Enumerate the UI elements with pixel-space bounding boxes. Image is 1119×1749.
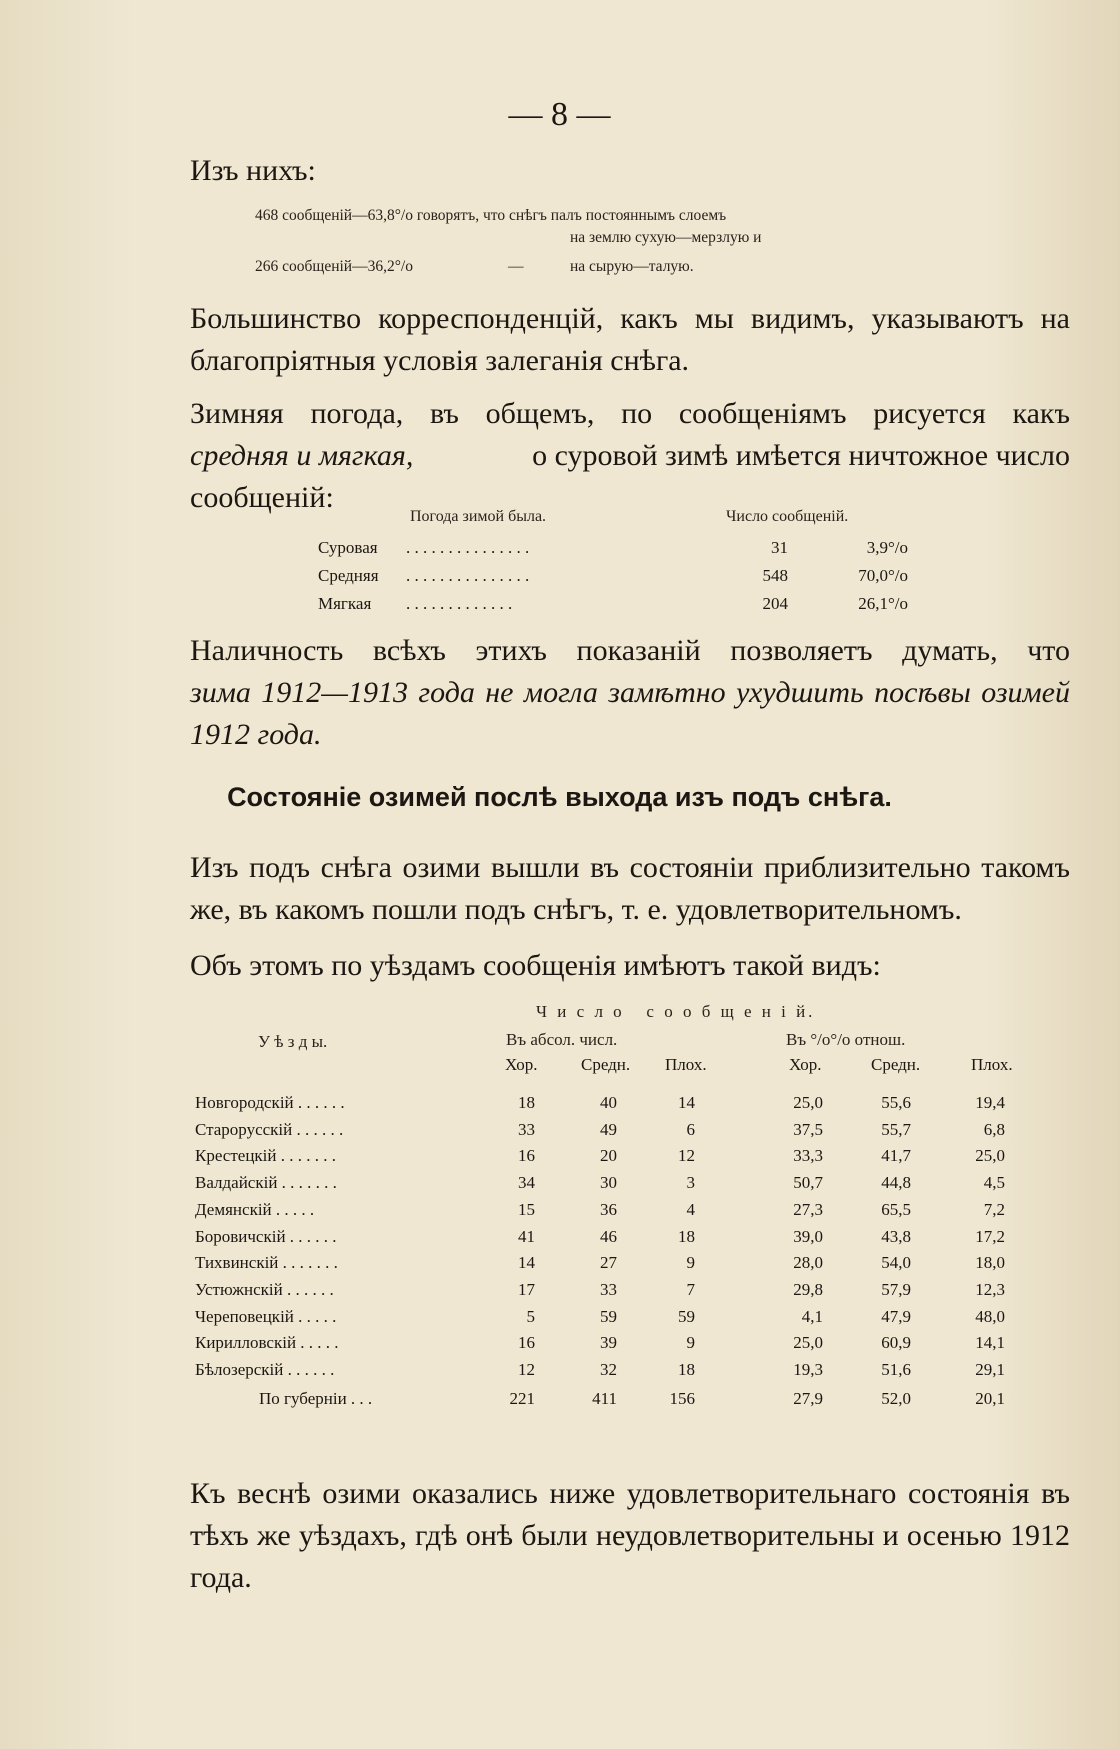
county-value: 5: [526, 1307, 535, 1326]
county-value: 50,7: [793, 1173, 823, 1192]
county-value: 156: [669, 1389, 695, 1408]
weather-dots: . . . . . . . . . . . . .: [406, 594, 513, 613]
weather-count: 204: [762, 594, 788, 613]
county-name: Демянскій . . . . .: [195, 1200, 315, 1219]
weather-row: [318, 538, 918, 566]
county-value: 39,0: [793, 1227, 823, 1246]
paragraph-2-line-1: Зимняя погода, въ общемъ, по сообщеніямъ рисуется какъ: [190, 397, 1070, 430]
county-value: 15: [518, 1200, 535, 1219]
county-table-row: [195, 1307, 1025, 1333]
county-value: 6: [686, 1120, 695, 1139]
col-head: Хор.: [505, 1055, 538, 1074]
county-value: 33: [600, 1280, 617, 1299]
paragraph-3-line-2: зима 1912—1913 года не могла замѣтно ухудшить посѣвы озимей: [190, 676, 1070, 709]
weather-pct: 26,1°/о: [858, 594, 908, 613]
weather-label: Средняя: [318, 566, 379, 585]
weather-pct: 70,0°/о: [858, 566, 908, 585]
county-value: 34: [518, 1173, 535, 1192]
county-value: 27,9: [793, 1389, 823, 1408]
paragraph-3-line-3: 1912 года.: [190, 718, 322, 751]
report-line-2-dash: —: [508, 258, 524, 275]
col-head: Хор.: [789, 1055, 822, 1074]
county-table-row: [195, 1120, 1025, 1146]
county-table-header-uezdy: У ѣ з д ы.: [258, 1032, 328, 1051]
report-line-2: 266 сообщеній—36,2°/о: [255, 258, 413, 275]
county-value: 40: [600, 1093, 617, 1112]
county-value: 14: [678, 1093, 695, 1112]
county-value: 39: [600, 1333, 617, 1352]
county-table-row: [195, 1093, 1025, 1119]
county-value: 48,0: [975, 1307, 1005, 1326]
county-value: 60,9: [881, 1333, 911, 1352]
county-value: 54,0: [881, 1253, 911, 1272]
county-value: 25,0: [975, 1146, 1005, 1165]
county-value: 49: [600, 1120, 617, 1139]
county-name: Крестецкій . . . . . . .: [195, 1146, 337, 1165]
weather-header-right: Число сообщеній.: [726, 508, 849, 525]
paragraph-2-italic: средняя и мягкая,: [190, 439, 414, 472]
county-value: 29,1: [975, 1360, 1005, 1379]
county-value: 411: [592, 1389, 617, 1408]
paragraph-1: Большинство корреспонденцій, какъ мы видимъ, указываютъ на благопріятныя условія залеганія снѣга.: [190, 302, 1070, 377]
county-value: 33,3: [793, 1146, 823, 1165]
county-value: 30: [600, 1173, 617, 1192]
county-table-row: [195, 1200, 1025, 1226]
county-value: 33: [518, 1120, 535, 1139]
county-table-row: [195, 1280, 1025, 1306]
weather-header-left: Погода зимой была.: [410, 508, 547, 525]
report-line-2-rest: на сырую—талую.: [570, 258, 694, 275]
county-value: 3: [686, 1173, 695, 1192]
county-table-row: [195, 1333, 1025, 1359]
county-table-row: [195, 1360, 1025, 1386]
county-value: 19,3: [793, 1360, 823, 1379]
county-value: 41,7: [881, 1146, 911, 1165]
county-value: 55,6: [881, 1093, 911, 1112]
total-label: По губерніи . . .: [259, 1389, 373, 1408]
county-name: Старорусскій . . . . . .: [195, 1120, 344, 1139]
col-head: Плох.: [971, 1055, 1013, 1074]
county-value: 18: [518, 1093, 535, 1112]
county-value: 28,0: [793, 1253, 823, 1272]
paragraph-2-line-3: сообщеній:: [190, 481, 334, 514]
county-value: 32: [600, 1360, 617, 1379]
county-table-header-top: Ч и с л о с о о б щ е н і й.: [536, 1002, 816, 1021]
weather-label: Суровая: [318, 538, 378, 557]
intro-text: Изъ нихъ:: [190, 154, 316, 187]
weather-dots: . . . . . . . . . . . . . . .: [406, 538, 530, 557]
weather-pct: 3,9°/о: [866, 538, 908, 557]
county-value: 27,3: [793, 1200, 823, 1219]
report-line-1: 468 сообщеній—63,8°/о говорятъ, что снѣгъ палъ постояннымъ слоемъ: [255, 207, 727, 224]
weather-dots: . . . . . . . . . . . . . . .: [406, 566, 530, 585]
county-value: 29,8: [793, 1280, 823, 1299]
county-value: 4,5: [983, 1173, 1005, 1192]
county-value: 18: [678, 1227, 695, 1246]
county-name: Устюжнскій . . . . . .: [195, 1280, 334, 1299]
paragraph-6: Къ веснѣ озими оказались ниже удовлетворительнаго состоянія въ тѣхъ же уѣздахъ, гдѣ онѣ были неудовлетворительны и осенью 1912 года.: [190, 1477, 1070, 1594]
county-value: 17: [518, 1280, 535, 1299]
county-name: Череповецкій . . . . .: [195, 1307, 337, 1326]
col-head: Плох.: [665, 1055, 707, 1074]
county-value: 16: [518, 1333, 535, 1352]
weather-count: 548: [762, 566, 788, 585]
county-value: 18,0: [975, 1253, 1005, 1272]
county-value: 18: [678, 1360, 695, 1379]
county-value: 20: [600, 1146, 617, 1165]
county-table-col-heads: [195, 1055, 1025, 1081]
county-value: 6,8: [983, 1120, 1005, 1139]
county-value: 4: [686, 1200, 695, 1219]
county-value: 4,1: [801, 1307, 823, 1326]
county-value: 47,9: [881, 1307, 911, 1326]
county-table-header-abs: Въ абсол. числ.: [506, 1030, 618, 1049]
paragraph-5: Объ этомъ по уѣздамъ сообщенія имѣютъ такой видъ:: [190, 949, 881, 982]
weather-count: 31: [771, 538, 788, 557]
county-value: 59: [678, 1307, 695, 1326]
county-name: Новгородскій . . . . . .: [195, 1093, 345, 1112]
county-value: 17,2: [975, 1227, 1005, 1246]
county-value: 65,5: [881, 1200, 911, 1219]
county-name: Тихвинскій . . . . . . .: [195, 1253, 338, 1272]
county-table-row: [195, 1173, 1025, 1199]
county-value: 46: [600, 1227, 617, 1246]
county-value: 221: [509, 1389, 535, 1408]
county-table-row: [195, 1227, 1025, 1253]
county-value: 12,3: [975, 1280, 1005, 1299]
county-value: 43,8: [881, 1227, 911, 1246]
county-value: 59: [600, 1307, 617, 1326]
paragraph-2-line-2: [190, 435, 1070, 477]
section-heading: Состояніе озимей послѣ выхода изъ подъ снѣга.: [227, 782, 892, 812]
county-value: 12: [678, 1146, 695, 1165]
paragraph-2-rest: о суровой зимѣ имѣется ничтожное число: [532, 439, 1070, 472]
county-name: Бѣлозерскій . . . . . .: [195, 1360, 335, 1379]
col-head: Средн.: [581, 1055, 631, 1074]
county-value: 7: [686, 1280, 695, 1299]
col-head: Средн.: [871, 1055, 921, 1074]
paragraph-4: Изъ подъ снѣга озими вышли въ состояніи приблизительно такомъ же, въ какомъ пошли подъ снѣгъ, т. е. удовлетворительномъ.: [190, 851, 1070, 926]
county-value: 25,0: [793, 1333, 823, 1352]
county-name: Боровичскій . . . . . .: [195, 1227, 337, 1246]
weather-row: [318, 594, 918, 622]
county-value: 57,9: [881, 1280, 911, 1299]
county-value: 41: [518, 1227, 535, 1246]
county-value: 19,4: [975, 1093, 1005, 1112]
county-table-header-rel: Въ °/о°/о отнош.: [786, 1030, 906, 1049]
report-line-1b: на землю сухую—мерзлую и: [570, 229, 762, 246]
county-value: 9: [686, 1333, 695, 1352]
county-value: 20,1: [975, 1389, 1005, 1408]
county-value: 51,6: [881, 1360, 911, 1379]
county-value: 25,0: [793, 1093, 823, 1112]
county-value: 12: [518, 1360, 535, 1379]
weather-row: [318, 566, 918, 594]
county-table-row: [195, 1253, 1025, 1279]
county-table-total-row: [195, 1389, 1025, 1415]
county-value: 16: [518, 1146, 535, 1165]
county-table-row: [195, 1146, 1025, 1172]
county-value: 44,8: [881, 1173, 911, 1192]
weather-label: Мягкая: [318, 594, 372, 613]
county-value: 37,5: [793, 1120, 823, 1139]
county-name: Кирилловскій . . . . .: [195, 1333, 339, 1352]
county-value: 52,0: [881, 1389, 911, 1408]
county-value: 27: [600, 1253, 617, 1272]
county-value: 14,1: [975, 1333, 1005, 1352]
county-value: 9: [686, 1253, 695, 1272]
county-value: 36: [600, 1200, 617, 1219]
paragraph-3-line-1: Наличность всѣхъ этихъ показаній позволяетъ думать, что: [190, 634, 1070, 667]
county-name: Валдайскій . . . . . . .: [195, 1173, 337, 1192]
county-value: 7,2: [983, 1200, 1005, 1219]
page-number: — 8 —: [508, 96, 611, 133]
county-value: 55,7: [881, 1120, 911, 1139]
county-value: 14: [518, 1253, 535, 1272]
